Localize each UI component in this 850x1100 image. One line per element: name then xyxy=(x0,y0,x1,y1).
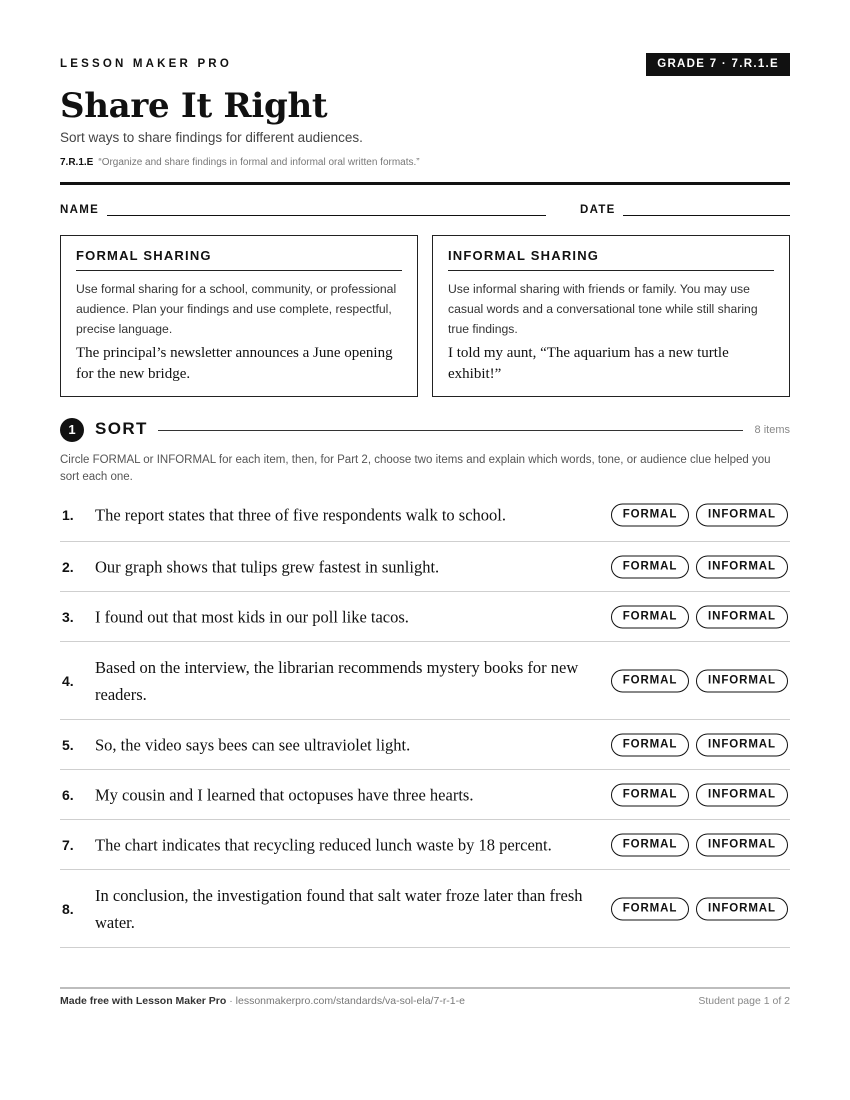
formal-choice-button[interactable]: FORMAL xyxy=(611,555,689,578)
informal-box-heading: INFORMAL SHARING xyxy=(448,248,774,271)
worksheet-page xyxy=(60,0,790,1100)
footer-made-with: Made free with Lesson Maker Pro xyxy=(60,995,227,1007)
footer-credit xyxy=(60,995,465,1007)
header-divider xyxy=(60,182,790,185)
standard-text: “Organize and share findings in formal and informal oral written formats.” xyxy=(98,157,420,168)
formal-choice-button[interactable]: FORMAL xyxy=(611,783,689,806)
brand-name: LESSON MAKER PRO xyxy=(60,58,232,70)
informal-choice-button[interactable]: INFORMAL xyxy=(696,605,788,628)
page-title: Share It Right xyxy=(60,86,328,126)
sort-item xyxy=(60,770,790,820)
item-text: The chart indicates that recycling reduced lunch waste by 18 percent. xyxy=(95,835,552,854)
informal-box-example: I told my aunt, “The aquarium has a new turtle exhibit!” xyxy=(448,345,729,382)
formal-choice-button[interactable]: FORMAL xyxy=(611,897,689,920)
formal-choice-button[interactable]: FORMAL xyxy=(611,605,689,628)
item-number: 3. xyxy=(62,608,74,625)
informal-choice-button[interactable]: INFORMAL xyxy=(696,555,788,578)
formal-box-example: The principal’s newsletter announces a June opening for the new bridge. xyxy=(76,345,393,382)
date-label: DATE xyxy=(580,204,616,216)
grade-badge: GRADE 7 · 7.R.1.E xyxy=(646,53,790,76)
sort-instructions: Circle FORMAL or INFORMAL for each item, then, for Part 2, choose two items and explain which words, tone, or audience clue helped you sort each one. xyxy=(60,454,771,483)
informal-choice-button[interactable]: INFORMAL xyxy=(696,833,788,856)
standard-code: 7.R.1.E xyxy=(60,157,94,168)
sort-item xyxy=(60,720,790,770)
page-subtitle: Sort ways to share findings for different audiences. xyxy=(60,130,363,145)
footer-divider xyxy=(60,987,790,989)
step-number-badge: 1 xyxy=(60,418,84,442)
sort-item xyxy=(60,489,790,542)
formal-choice-button[interactable]: FORMAL xyxy=(611,733,689,756)
item-number: 6. xyxy=(62,786,74,803)
date-field[interactable] xyxy=(623,215,790,216)
item-text: I found out that most kids in our poll like tacos. xyxy=(95,607,409,626)
informal-choice-button[interactable]: INFORMAL xyxy=(696,897,788,920)
sort-item xyxy=(60,542,790,592)
item-text: Based on the interview, the librarian recommends mystery books for new readers. xyxy=(95,657,579,704)
formal-box-heading: FORMAL SHARING xyxy=(76,248,402,271)
item-count: 8 items xyxy=(754,424,790,436)
sort-item xyxy=(60,592,790,642)
name-field[interactable] xyxy=(107,215,546,216)
item-text: So, the video says bees can see ultraviolet light. xyxy=(95,735,411,754)
formal-sharing-box xyxy=(60,235,418,397)
informal-choice-button[interactable]: INFORMAL xyxy=(696,504,788,527)
name-label: NAME xyxy=(60,204,100,216)
sort-item xyxy=(60,870,790,948)
informal-sharing-box xyxy=(432,235,790,397)
sort-item xyxy=(60,820,790,870)
footer-url[interactable]: · lessonmakerpro.com/standards/va-sol-ela/7-r-1-e xyxy=(226,995,465,1007)
formal-choice-button[interactable]: FORMAL xyxy=(611,669,689,692)
item-number: 7. xyxy=(62,836,74,853)
informal-choice-button[interactable]: INFORMAL xyxy=(696,783,788,806)
formal-choice-button[interactable]: FORMAL xyxy=(611,504,689,527)
footer-page-label: Student page 1 of 2 xyxy=(698,995,790,1007)
item-text: In conclusion, the investigation found that salt water froze later than fresh water. xyxy=(95,885,583,932)
informal-choice-button[interactable]: INFORMAL xyxy=(696,733,788,756)
item-number: 2. xyxy=(62,558,74,575)
item-number: 1. xyxy=(62,507,74,523)
standard-line xyxy=(60,157,420,168)
item-text: My cousin and I learned that octopuses have three hearts. xyxy=(95,785,474,804)
item-number: 4. xyxy=(62,672,74,689)
informal-choice-button[interactable]: INFORMAL xyxy=(696,669,788,692)
section-divider xyxy=(158,430,743,431)
sort-item xyxy=(60,642,790,720)
item-number: 5. xyxy=(62,736,74,753)
section-title: SORT xyxy=(95,419,148,438)
item-number: 8. xyxy=(62,900,74,917)
formal-box-description: Use formal sharing for a school, community, or professional audience. Plan your findings and use complete, respectful, precise language. xyxy=(76,282,397,336)
informal-box-description: Use informal sharing with friends or family. You may use casual words and a conversational tone while still sharing true findings. xyxy=(448,282,758,336)
item-text: Our graph shows that tulips grew fastest in sunlight. xyxy=(95,557,440,576)
item-text: The report states that three of five respondents walk to school. xyxy=(95,505,507,525)
formal-choice-button[interactable]: FORMAL xyxy=(611,833,689,856)
